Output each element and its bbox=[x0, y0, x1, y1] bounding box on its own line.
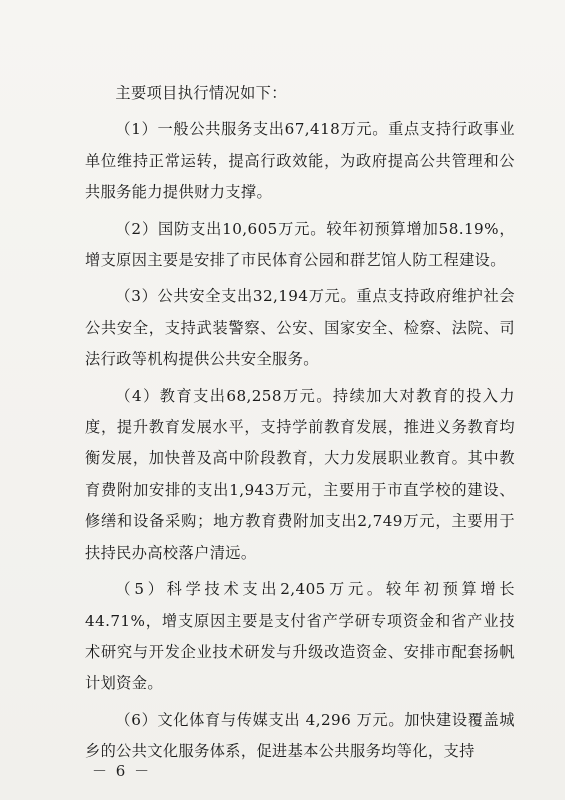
paragraph-general-public-services: （1）一般公共服务支出67,418万元。重点支持行政事业单位维持正常运转，提高行政效能，为政府提高公共管理和公共服务能力提供财力支撑。 bbox=[85, 120, 515, 202]
paragraph-culture-sports-media: （6）文化体育与传媒支出 4,296 万元。加快建设覆盖城乡的公共文化服务体系，促进基本公共服务均等化，支持 bbox=[85, 710, 515, 761]
paragraph-national-defense: （2）国防支出10,605万元。较年初预算增加58.19%，增支原因主要是安排了市民体育公园和群艺馆人防工程建设。 bbox=[85, 219, 515, 270]
document-body bbox=[85, 78, 515, 768]
intro-line: 主要项目执行情况如下： bbox=[115, 84, 287, 102]
page-number: － 6 － bbox=[92, 762, 152, 780]
paragraph-science-technology: （5）科学技术支出2,405万元。较年初预算增长44.71%，增支原因主要是支付省产学研专项资金和省产业技术研究与开发企业技术研发与升级改造资金、安排市配套扬帆计划资金。 bbox=[85, 580, 515, 693]
paragraph-public-security: （3）公共安全支出32,194万元。重点支持政府维护社会公共安全，支持武装警察、公安、国家安全、检察、法院、司法行政等机构提供公共安全服务。 bbox=[85, 287, 515, 369]
paragraph-education: （4）教育支出68,258万元。持续加大对教育的投入力度，提升教育发展水平，支持学前教育发展，推进义务教育均衡发展，加快普及高中阶段教育，大力发展职业教育。其中教育费附加安排的支出1,943万元，主要用于市直学校的建设、修缮和设备采购；地方教育费附加支出2,749万元，主要用于扶持民办高校落户清远。 bbox=[85, 386, 515, 562]
